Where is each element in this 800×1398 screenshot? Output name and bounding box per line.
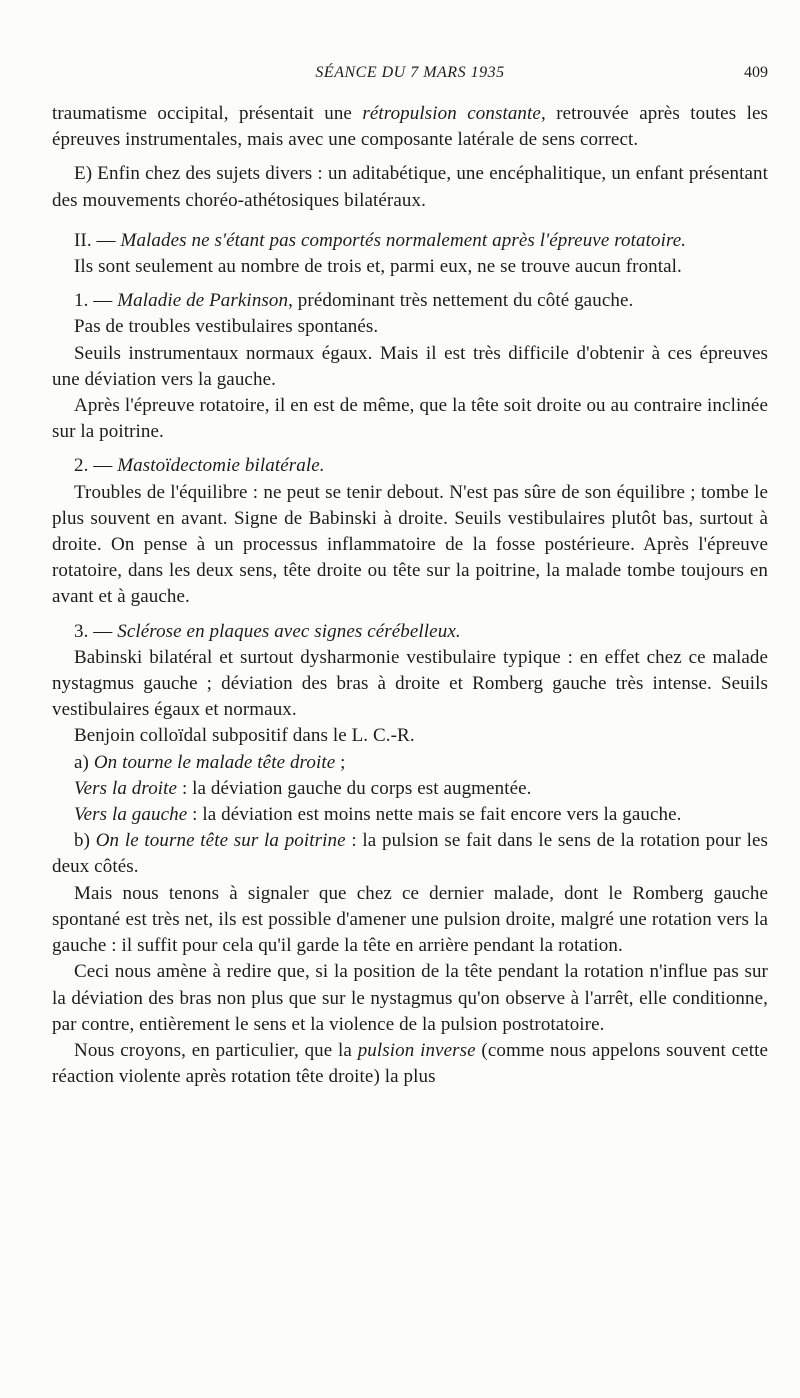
paragraph: Seuils instrumentaux normaux égaux. Mais il est très difficile d'obtenir à ces épreuves une déviation vers la gauche.: [52, 342, 768, 390]
running-header: [52, 64, 768, 88]
paragraph: Après l'épreuve rotatoire, il en est de même, que la tête soit droite ou au contraire inclinée sur la poitrine.: [52, 395, 768, 443]
paragraph: Mais nous tenons à signaler que chez ce dernier malade, dont le Romberg gauche spontané est très net, ils est possible d'amener une pulsion droite, malgré une rotation vers la gauche : il suffit pour cela qu'il garde la tête en arrière pendant la rotation.: [52, 882, 768, 957]
paragraph: Troubles de l'équilibre : ne peut se tenir debout. N'est pas sûre de son équilibre ; tombe le plus souvent en avant. Signe de Babinski à droite. Seuils vestibulaires plutôt bas, surtout à droite. On pense à un processus inflammatoire de la fosse postérieure. Après l'épreuve rotatoire, dans les deux sens, tête droite ou tête sur la poitrine, la malade tombe toujours en avant et à gauche.: [52, 481, 768, 608]
paragraph: Vers la gauche : la déviation est moins nette mais se fait encore vers la gauche.: [74, 804, 682, 826]
paragraph: Benjoin colloïdal subpositif dans le L. C.-R.: [74, 725, 415, 747]
page-number: 409: [744, 64, 768, 81]
body-text: [52, 101, 768, 1090]
paragraph: Vers la droite : la déviation gauche du corps est augmentée.: [74, 777, 532, 799]
section-heading-ii: II. — Malades ne s'étant pas comportés normalement après l'épreuve rotatoire.: [74, 229, 687, 251]
paragraph: traumatisme occipital, présentait une rétropulsion constante, retrouvée après toutes les épreuves instrumentales, mais avec une composante latérale de sens correct.: [52, 103, 769, 151]
case-heading-2: 2. — Mastoïdectomie bilatérale.: [74, 455, 325, 477]
case-heading-1: 1. — Maladie de Parkinson, prédominant très nettement du côté gauche.: [74, 290, 634, 312]
paragraph: Pas de troubles vestibulaires spontanés.: [74, 316, 379, 338]
paragraph: Ils sont seulement au nombre de trois et, parmi eux, ne se trouve aucun frontal.: [74, 256, 682, 278]
paragraph: Ceci nous amène à redire que, si la position de la tête pendant la rotation n'influe pas sur la déviation des bras non plus que sur le nystagmus qu'on observe à l'arrêt, elle conditionne, par contre, entièrement le sens et la violence de la pulsion postrotatoire.: [52, 961, 768, 1035]
paragraph: Babinski bilatéral et surtout dysharmonie vestibulaire typique : en effet chez ce malade nystagmus gauche ; déviation des bras à droite et Romberg gauche très intense. Seuils vestibulaires égaux et normaux.: [52, 646, 768, 721]
case-heading-3: 3. — Sclérose en plaques avec signes cérébelleux.: [74, 620, 461, 642]
paragraph: a) On tourne le malade tête droite ;: [74, 751, 346, 773]
paragraph: b) On le tourne tête sur la poitrine : la pulsion se fait dans le sens de la rotation pour les deux côtés.: [52, 830, 768, 878]
running-title: SÉANCE DU 7 MARS 1935: [315, 64, 505, 81]
paragraph: Nous croyons, en particulier, que la pulsion inverse (comme nous appelons souvent cette réaction violente après rotation tête droite) la plus: [52, 1039, 768, 1088]
paragraph: E) Enfin chez des sujets divers : un aditabétique, une encéphalitique, un enfant présentant des mouvements choréo-athétosiques bilatéraux.: [52, 163, 768, 211]
